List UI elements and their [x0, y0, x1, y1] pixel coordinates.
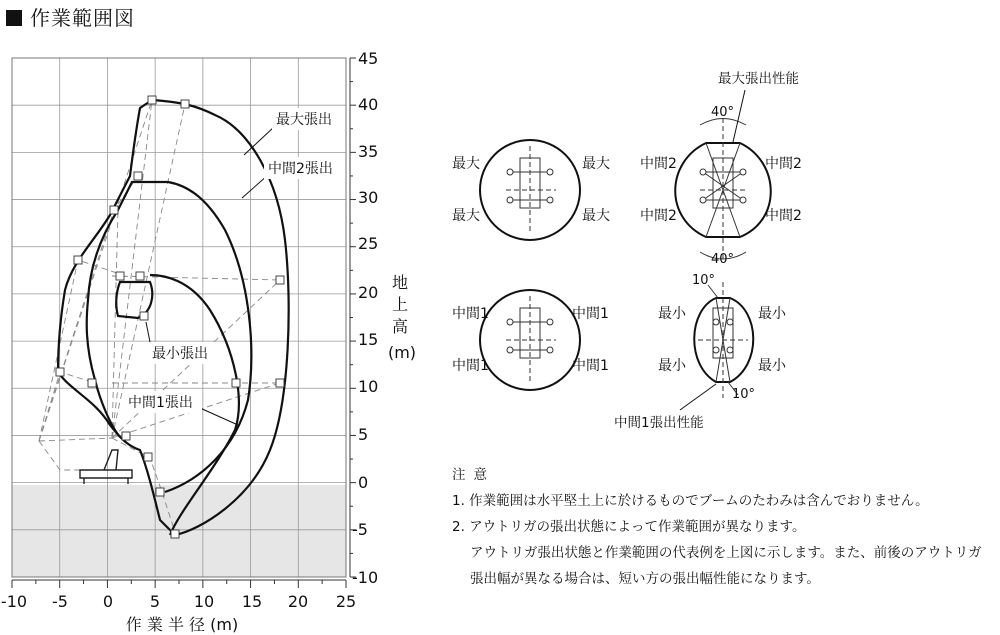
y-tick-label: 45	[358, 49, 379, 68]
y-tick-label: 40	[358, 95, 379, 114]
y-tick-label: 0	[358, 473, 369, 492]
note-line: 2. アウトリガの張出状態によって作業範囲が異なります。	[452, 519, 806, 535]
x-axis-label: 作 業 半 径 (m)	[125, 615, 239, 634]
angle-10-bottom: 10°	[732, 387, 756, 402]
note-line: 1. 作業範囲は水平堅土上に於けるものでブームのたわみは含んでおりません。	[452, 493, 929, 509]
max-label-br: 最大	[582, 208, 610, 224]
y-tick-label: 20	[358, 283, 379, 302]
max-label-tl: 最大	[452, 156, 480, 172]
note-line: 張出幅が異なる場合は、短い方の張出幅性能になります。	[470, 571, 820, 587]
y-label-char: (m)	[387, 343, 417, 362]
mid2-label-br: 中間2	[765, 208, 802, 224]
max-label-bl: 最大	[452, 208, 480, 224]
y-tick-label: 30	[358, 188, 379, 207]
mid1-performance-caption: 中間1張出性能	[614, 415, 704, 431]
truck-icon	[80, 450, 132, 484]
label-mid1: 中間1張出	[128, 395, 193, 411]
page-title-text: 作業範囲図	[30, 6, 135, 30]
mid1-label-br: 中間1	[572, 358, 609, 374]
y-label-char: 地	[391, 273, 409, 292]
min-label-tr: 最小	[758, 306, 786, 322]
y-tick-labels	[352, 49, 378, 587]
outrigger-min-diagram	[614, 273, 755, 431]
outrigger-mid1-diagram	[480, 290, 580, 390]
max-performance-caption: 最大張出性能	[718, 71, 799, 87]
max-label-tr: 最大	[582, 156, 610, 172]
x-tick-label: 5	[149, 592, 161, 611]
y-tick-marks	[350, 58, 356, 577]
y-tick-label: -10	[352, 568, 379, 587]
mid2-label-tl: 中間2	[640, 156, 677, 172]
x-tick-label: -10	[0, 592, 28, 611]
label-mid2: 中間2張出	[268, 161, 333, 177]
x-tick-label: -5	[52, 592, 68, 611]
y-tick-label: 10	[358, 377, 379, 396]
x-tick-label: 25	[335, 592, 357, 611]
x-tick-label: 0	[102, 592, 114, 611]
boom-position-lines	[39, 100, 280, 535]
min-label-br: 最小	[758, 358, 786, 374]
label-max: 最大張出	[276, 112, 332, 128]
outrigger-side-labels	[452, 155, 802, 374]
notes-heading: 注意	[452, 467, 495, 483]
y-label-char: 高	[391, 317, 409, 336]
curve-leaders	[146, 126, 275, 425]
mid1-label-tl: 中間1	[452, 306, 489, 322]
y-tick-label: 15	[358, 330, 379, 349]
note-line: アウトリガ張出状態と作業範囲の代表例を上図に示します。また、前後のアウトリガ	[470, 545, 982, 561]
min-label-tl: 最小	[658, 306, 686, 322]
x-tick-marks	[12, 580, 346, 588]
mid1-label-tr: 中間1	[572, 306, 609, 322]
notes-section	[452, 462, 982, 592]
y-axis-label	[388, 273, 416, 362]
y-tick-label: 25	[358, 234, 379, 253]
label-min: 最小張出	[152, 346, 208, 362]
mid2-label-bl: 中間2	[640, 208, 677, 224]
mid2-outrigger-curve	[165, 182, 251, 492]
angle-40-top: 40°	[711, 105, 735, 120]
mid1-label-bl: 中間1	[452, 358, 489, 374]
y-tick-label: -5	[352, 520, 368, 539]
y-tick-label: 5	[358, 425, 369, 444]
y-label-char: 上	[391, 295, 409, 314]
mid2-label-tr: 中間2	[765, 156, 802, 172]
x-tick-label: 20	[287, 592, 309, 611]
x-tick-label: 10	[193, 592, 215, 611]
y-tick-label: 35	[358, 142, 379, 161]
angle-10-top: 10°	[692, 273, 716, 288]
x-tick-label: 15	[241, 592, 263, 611]
angle-40-bottom: 40°	[711, 252, 735, 267]
x-tick-labels	[1, 592, 356, 611]
outrigger-max-diagram	[480, 140, 580, 240]
min-label-bl: 最小	[658, 358, 686, 374]
